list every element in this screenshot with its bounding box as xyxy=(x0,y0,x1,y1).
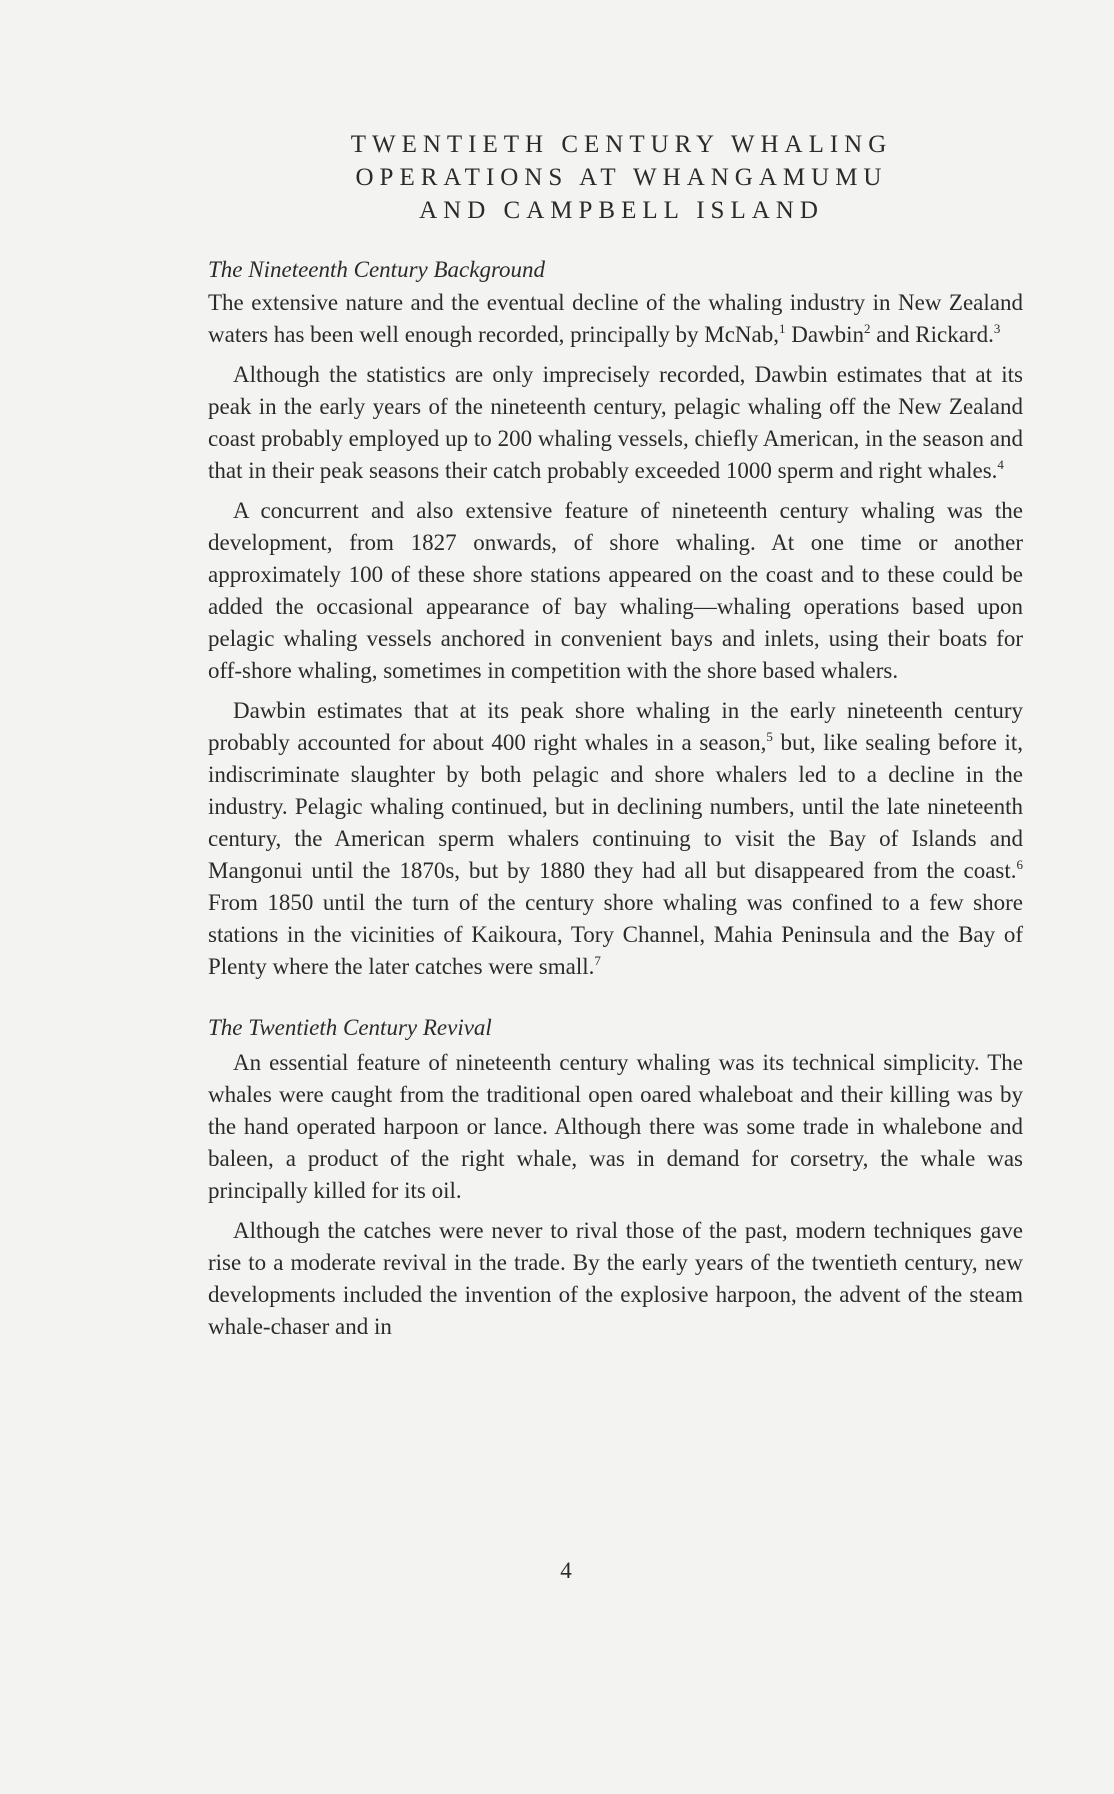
title-line-1: TWENTIETH CENTURY WHALING xyxy=(350,131,893,158)
paragraph: Although the catches were never to rival those of the past, modern techniques gave rise to a moderate revival in the trade. By the early years of the twentieth century, new developments included the invention of the explosive harpoon, the advent of the steam whale-chaser and in xyxy=(208,1218,1023,1339)
page-number: 4 xyxy=(560,1558,572,1583)
title-line-2: OPERATIONS AT WHANGAMUMU xyxy=(355,164,888,191)
paragraph: The extensive nature and the eventual decline of the whaling industry in New Zealand waters has been well enough recorded, principally by McNab,$^1$ Dawbin$^2$ and Rickard.$^3$ xyxy=(208,290,1023,347)
section-heading-twentieth-century: The Twentieth Century Revival xyxy=(208,1015,492,1040)
footnote-reference: 5 xyxy=(766,729,773,744)
paragraph: Although the statistics are only imprecisely recorded, Dawbin estimates that at its peak in the early years of the nineteenth century, pelagic whaling off the New Zealand coast probably employed up to 200 whaling vessels, chiefly American, in the season and that in their peak seasons their catch probably exceeded 1000 sperm and right whales.$^4$ xyxy=(208,362,1023,483)
footnote-reference: 1 xyxy=(778,321,786,336)
section-heading-nineteenth-century: The Nineteenth Century Background xyxy=(208,257,546,282)
footnote-reference: 4 xyxy=(997,457,1004,472)
footnote-reference: 6 xyxy=(1016,857,1023,872)
paragraph: An essential feature of nineteenth century whaling was its technical simplicity. The whales were caught from the traditional open oared whaleboat and their killing was by the hand operated harpoon or lance. Although there was some trade in whalebone and baleen, a product of the right whale, was in demand for corsetry, the whale was principally killed for its oil. xyxy=(208,1050,1023,1203)
title-line-3: AND CAMPBELL ISLAND xyxy=(419,197,824,224)
document-page xyxy=(208,128,1023,1351)
paragraph: Dawbin estimates that at its peak shore whaling in the early nineteenth century probably accounted for about 400 right whales in a season,$^5$ but, like sealing before it, indiscriminate slaughter by both pelagic and shore whalers led to a decline in the industry. Pelagic whaling continued, but in declining numbers, until the late nineteenth century, the American sperm whalers continuing to visit the Bay of Islands and Mangonui until the 1870s, but by 1880 they had all but disappeared from the coast.$^6$ From 1850 until the turn of the century shore whaling was confined to a few shore stations in the vicinities of Kaikoura, Tory Channel, Mahia Peninsula and the Bay of Plenty where the later catches were small.$^7$ xyxy=(208,698,1023,979)
footnote-reference: 2 xyxy=(864,321,871,336)
paragraph: A concurrent and also extensive feature of nineteenth century whaling was the development, from 1827 onwards, of shore whaling. At one time or another approximately 100 of these shore stations appeared on the coast and to these could be added the occasional appearance of bay whaling—whaling operations based upon pelagic whaling vessels anchored in convenient bays and inlets, using their boats for off-shore whaling, sometimes in competition with the shore based whalers. xyxy=(208,498,1023,683)
footnote-reference: 3 xyxy=(993,321,1001,336)
page-title xyxy=(208,128,1023,227)
footnote-reference: 7 xyxy=(594,953,601,968)
